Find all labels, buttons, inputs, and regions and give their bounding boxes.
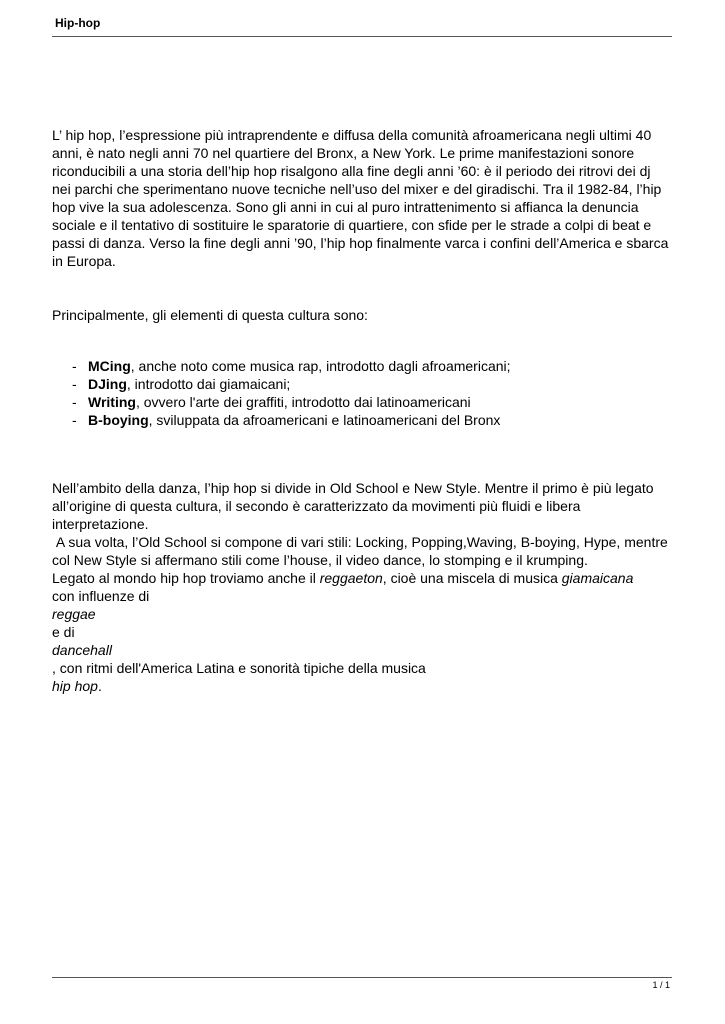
element-term: MCing bbox=[88, 358, 131, 374]
list-item bbox=[72, 357, 672, 375]
element-term: B-boying bbox=[88, 412, 149, 428]
dance-section bbox=[52, 479, 672, 695]
list-dash: - bbox=[72, 412, 77, 428]
giamaicana-term: giamaicana bbox=[561, 570, 634, 586]
ritmi-line: , con ritmi dell'America Latina e sonorità tipiche della musica bbox=[52, 660, 426, 676]
reggaeton-text: Legato al mondo hip hop troviamo anche il bbox=[52, 570, 320, 586]
page-title: Hip-hop bbox=[55, 16, 101, 30]
element-desc: , ovvero l'arte dei graffiti, introdotto dai latinoamericani bbox=[135, 394, 471, 410]
reggae-term: reggae bbox=[52, 606, 96, 622]
list-dash: - bbox=[72, 394, 77, 410]
list-dash: - bbox=[72, 358, 77, 374]
elements-intro: Principalmente, gli elementi di questa cultura sono: bbox=[52, 307, 368, 323]
element-desc: , sviluppata da afroamericani e latinoamericani del Bronx bbox=[148, 412, 501, 428]
reggae-line bbox=[52, 605, 672, 623]
dancehall-term: dancehall bbox=[52, 642, 112, 658]
styles-paragraph: A sua volta, l’Old School si compone di vari stili: Locking, Popping,Waving, B-boying, Hype, mentre col New Style si affermano stili come l’house, il video dance, lo stomping e il krumping. bbox=[52, 534, 672, 568]
document-body bbox=[52, 126, 672, 695]
list-item bbox=[72, 375, 672, 393]
element-desc: , introdotto dai giamaicani; bbox=[126, 376, 291, 392]
reggaeton-paragraph bbox=[52, 569, 672, 605]
elements-list bbox=[52, 357, 672, 429]
intro-paragraph: L’ hip hop, l’espressione più intraprendente e diffusa della comunità afroamericana negli ultimi 40 anni, è nato negli anni 70 nel quartiere del Bronx, a New York. Le prime manifestazioni sonore riconducibili a una storia dell’hip hop risalgono alla fine degli anni ’60: è il periodo dei ritrovi dei dj nei parchi che sperimentano nuove tecniche nell’uso del mixer e del giradischi. Tra il 1982-84, l’hip hop vive la sua adolescenza. Sono gli anni in cui al puro intrattenimento si affianca la denuncia sociale e il tentativo di sostituire le sparatorie di quartiere, con sfide per le strade a colpi di beat e passi di danza. Verso la fine degli anni ’90, l’hip hop finalmente varca i confini dell’America e sbarca in Europa. bbox=[52, 127, 669, 269]
page-number: 1 / 1 bbox=[652, 980, 670, 990]
page-header bbox=[52, 0, 672, 37]
element-desc: , anche noto come musica rap, introdotto dagli afroamericani; bbox=[130, 358, 511, 374]
list-item bbox=[72, 393, 672, 411]
e-di-line: e di bbox=[52, 624, 75, 640]
hiphop-term: hip hop bbox=[52, 678, 98, 694]
hiphop-line bbox=[52, 677, 672, 695]
element-term: DJing bbox=[88, 376, 127, 392]
reggaeton-term: reggaeton bbox=[319, 570, 383, 586]
reggaeton-text: , cioè una miscela di musica bbox=[382, 570, 562, 586]
element-term: Writing bbox=[88, 394, 136, 410]
page-footer bbox=[52, 977, 672, 990]
dancehall-line bbox=[52, 641, 672, 659]
list-item bbox=[72, 411, 672, 429]
dance-paragraph: Nell’ambito della danza, l’hip hop si divide in Old School e New Style. Mentre il primo è più legato all’origine di questa cultura, il secondo è caratterizzato da movimenti più fluidi e libera interpretazione. bbox=[52, 480, 654, 532]
list-dash: - bbox=[72, 376, 77, 392]
influences-text: con influenze di bbox=[52, 588, 150, 604]
period: . bbox=[97, 678, 102, 694]
